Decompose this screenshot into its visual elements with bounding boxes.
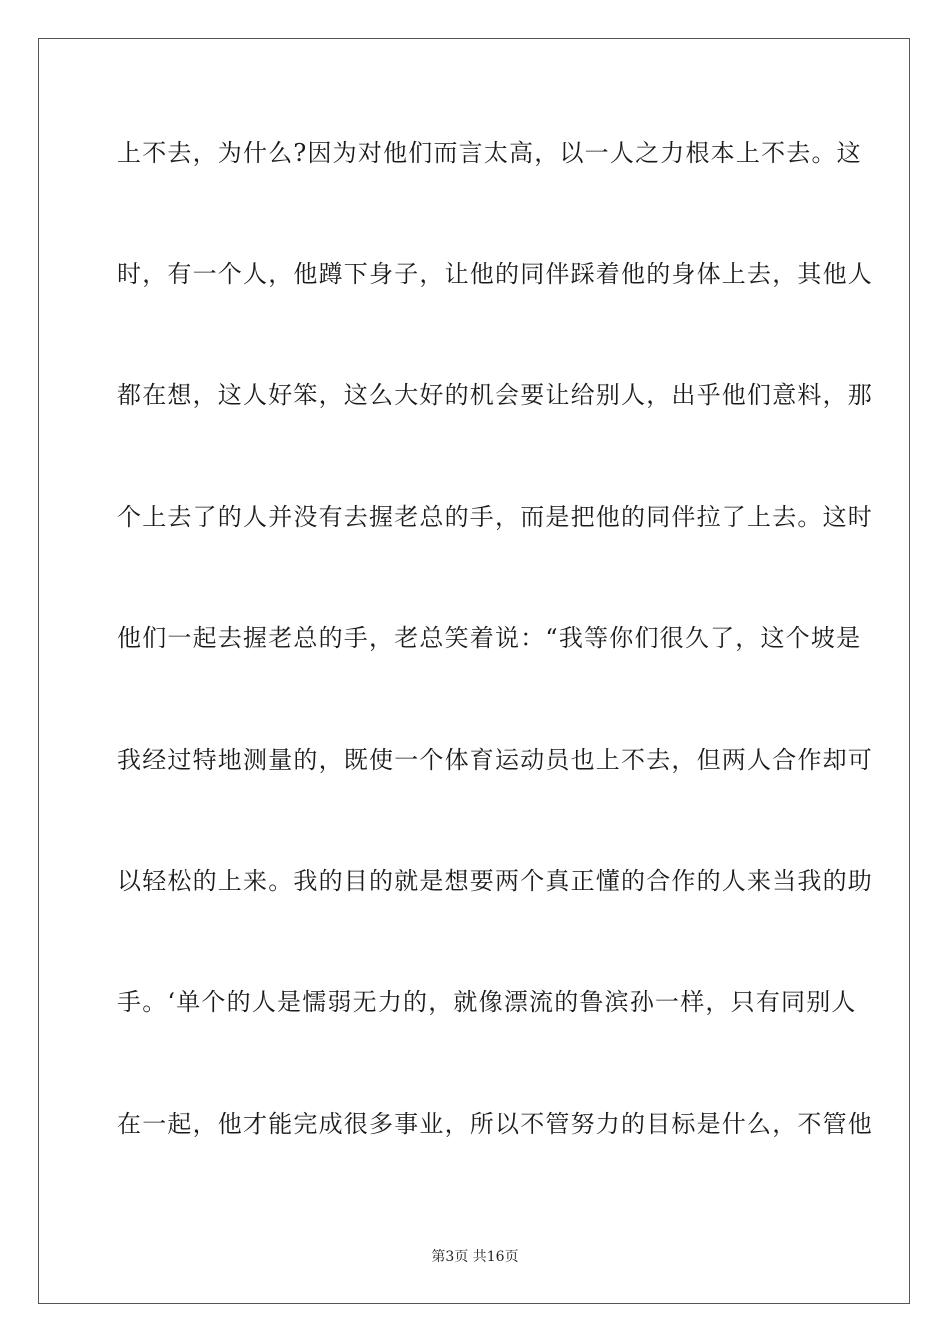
text-line-7: 以轻松的上来。我的目的就是想要两个真正懂的合作的人来当我的助 <box>117 867 873 895</box>
text-line-9: 在一起，他才能完成很多事业，所以不管努力的目标是什么，不管他 <box>117 1110 873 1138</box>
text-line-2: 时，有一个人，他蹲下身子，让他的同伴踩着他的身体上去，其他人 <box>117 260 873 288</box>
text-line-1: 上不去，为什么?因为对他们而言太高，以一人之力根本上不去。这 <box>117 139 862 167</box>
page-number-footer: 第3页 共16页 <box>431 1249 519 1265</box>
text-line-8: 手。‘单个的人是懦弱无力的，就像漂流的鲁滨孙一样，只有同别人 <box>117 988 857 1016</box>
text-line-5: 他们一起去握老总的手，老总笑着说：“我等你们很久了，这个坡是 <box>117 624 862 652</box>
text-line-6: 我经过特地测量的，既使一个体育运动员也上不去，但两人合作却可 <box>117 746 873 774</box>
text-line-4: 个上去了的人并没有去握老总的手，而是把他的同伴拉了上去。这时 <box>117 503 873 531</box>
text-line-3: 都在想，这人好笨，这么大好的机会要让给别人，出乎他们意料，那 <box>117 381 873 409</box>
